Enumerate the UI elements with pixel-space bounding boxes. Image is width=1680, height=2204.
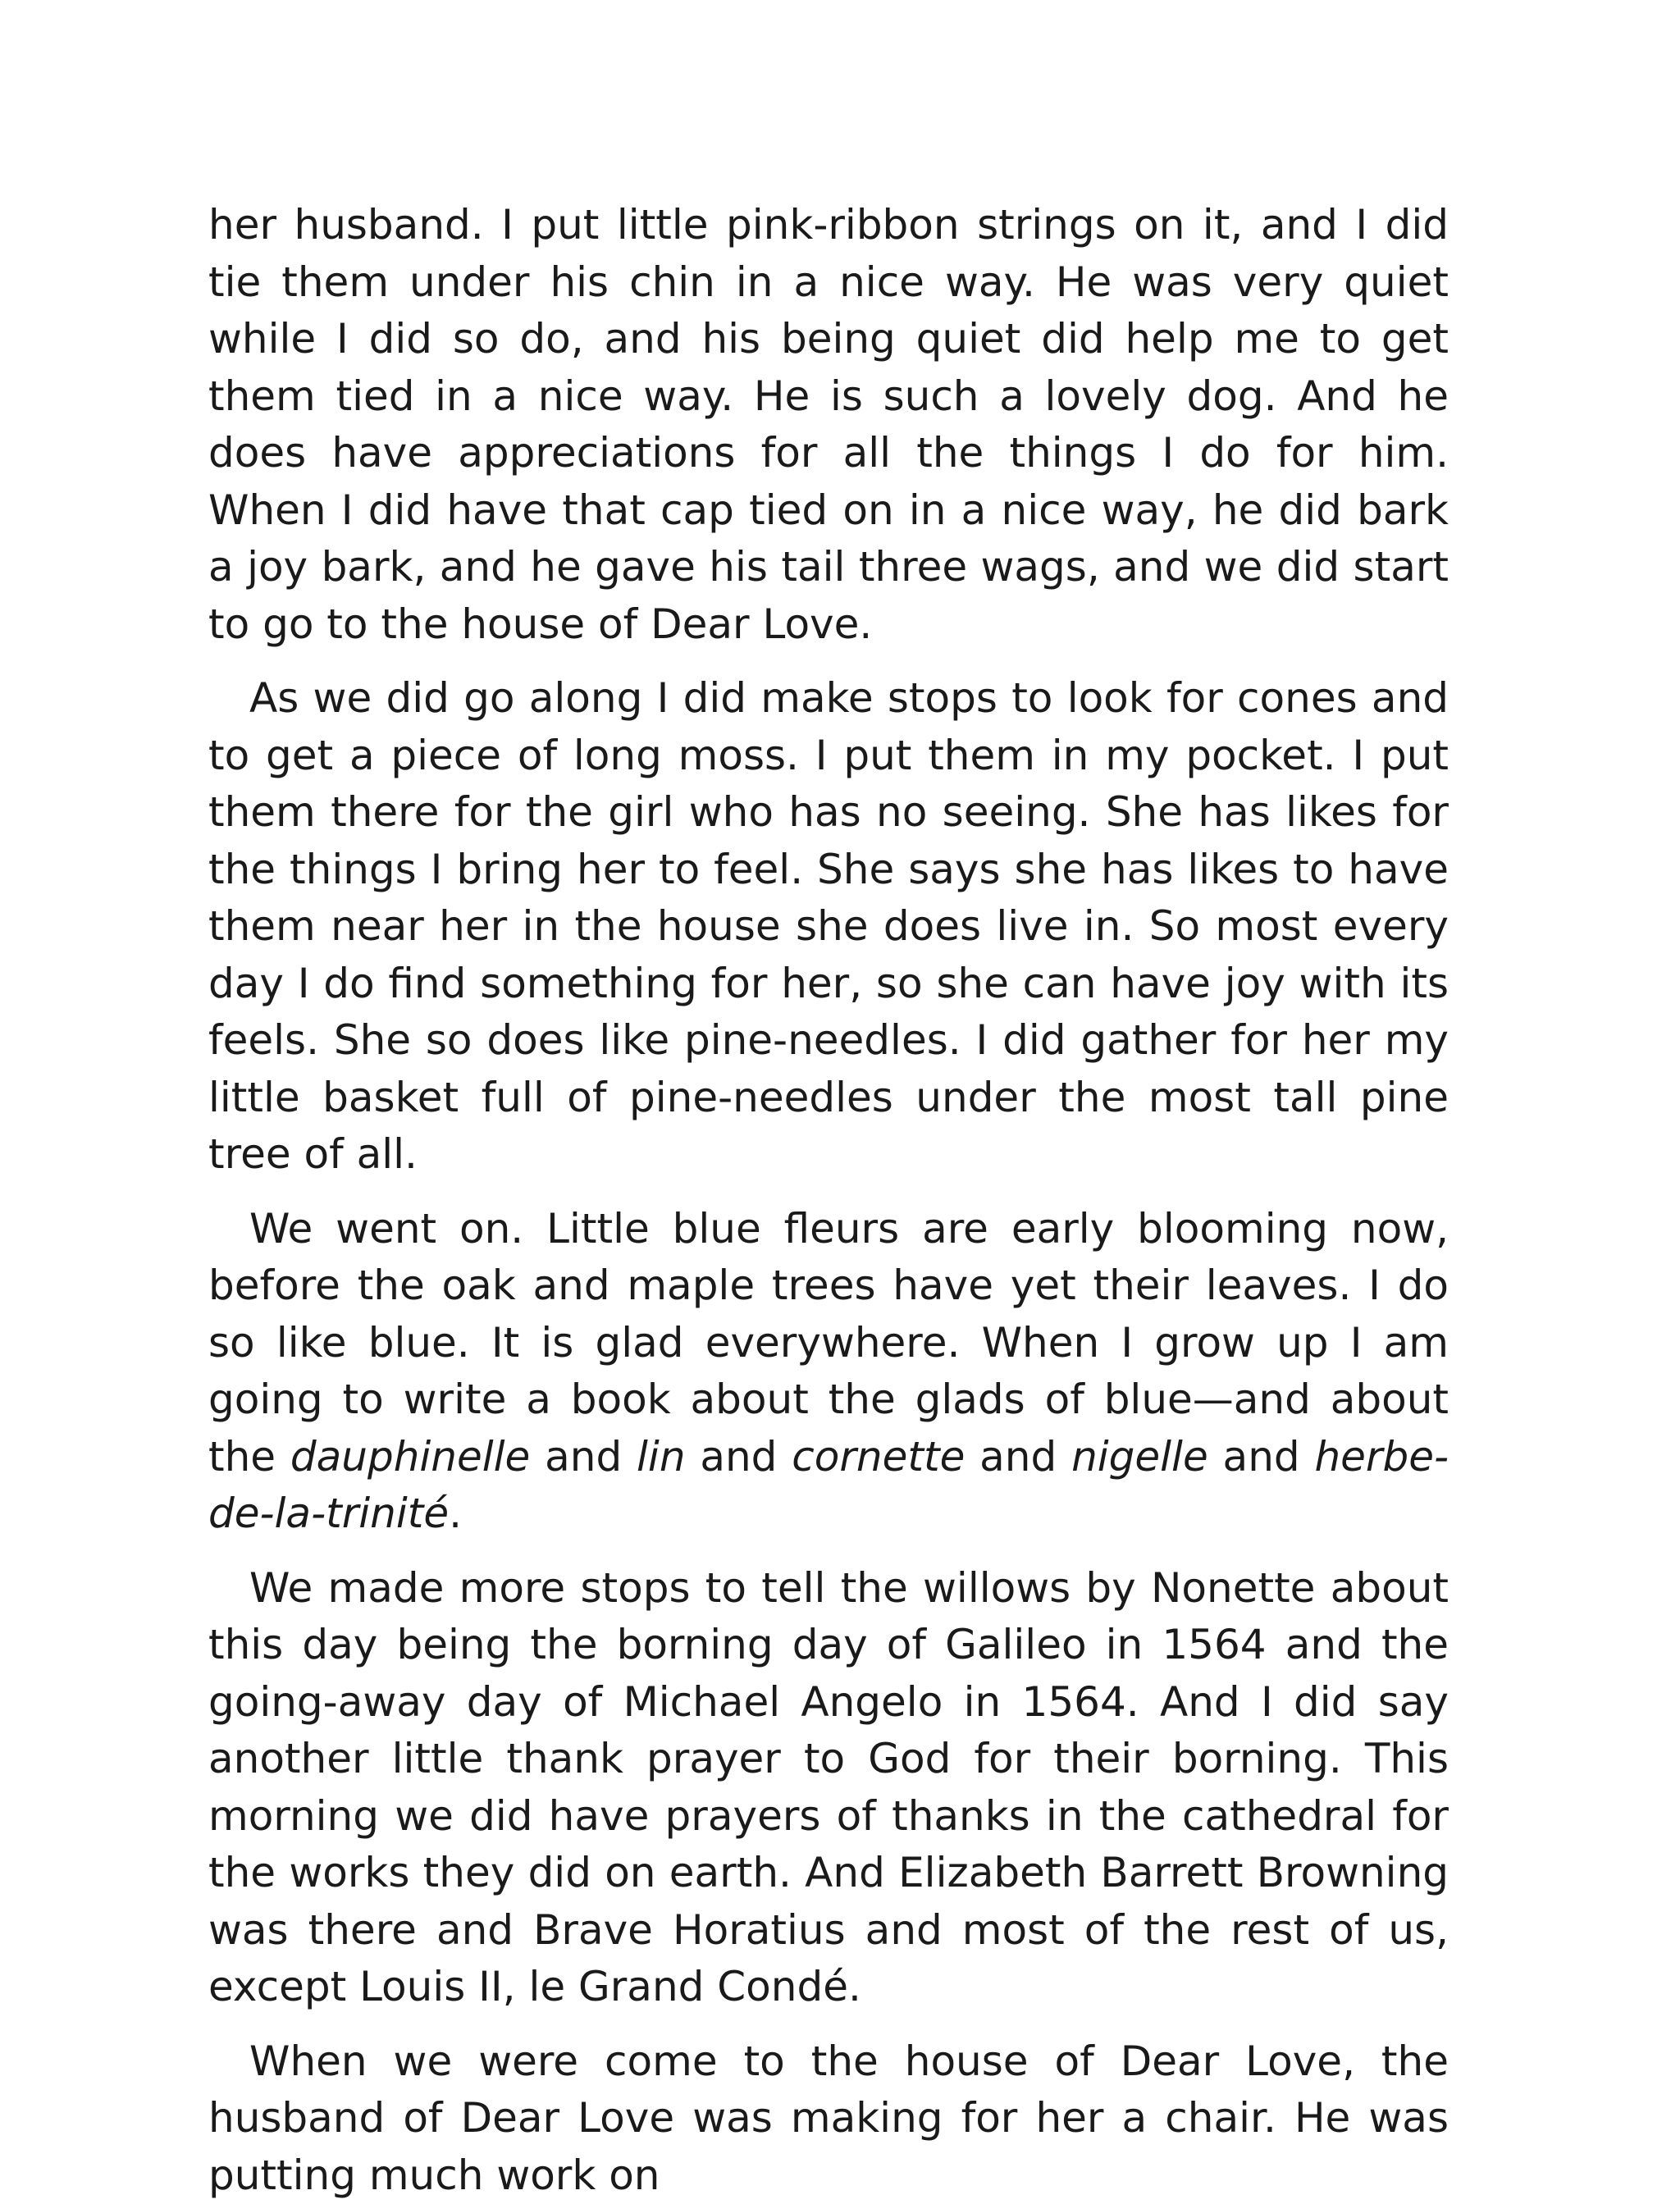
paragraph-text: and [1208, 1433, 1315, 1481]
paragraph-5 [208, 2033, 1449, 2204]
italic-term-dauphinelle: dauphinelle [290, 1433, 530, 1481]
paragraph-text: We went on. Little blue fleurs are early blooming now, before the oak and maple trees have yet their leaves. I do so like blue. It is glad everywhere. When I grow up I am going to write a book about the glads of blue—and about the [208, 1205, 1449, 1481]
paragraph-4 [208, 1560, 1449, 2016]
paragraph-text: and [965, 1433, 1071, 1481]
italic-term-cornette: cornette [792, 1433, 965, 1481]
paragraph-3 [208, 1201, 1449, 1543]
paragraph-1 [208, 197, 1449, 653]
paragraph-text: When we were come to the house of Dear Love, the husband of Dear Love was making for her a chair. He was putting much work on [208, 2037, 1449, 2199]
italic-term-lin: lin [637, 1433, 685, 1481]
paragraph-text: . [449, 1490, 462, 1537]
paragraph-2 [208, 670, 1449, 1184]
paragraph-text: and [686, 1433, 792, 1481]
italic-term-nigelle: nigelle [1071, 1433, 1208, 1481]
paragraph-text: As we did go along I did make stops to look for cones and to get a piece of long moss. I put them in my pocket. I put them there for the girl who has no seeing. She has likes for the things I bring her to feel. She says she has likes to have them near her in the house she does live in. So most every day I do find something for her, so she can have joy with its feels. She so does like pine-needles. I did gather for her my little basket full of pine-needles under the most tall pine tree of all. [208, 674, 1449, 1178]
paragraph-text: her husband. I put little pink-ribbon strings on it, and I did tie them under his chin in a nice way. He was very quiet while I did so do, and his being quiet did help me to get them tied in a nice way. He is such a lovely dog. And he does have appreciations for all the things I do for him. When I did have that cap tied on in a nice way, he did bark a joy bark, and he gave his tail three wags, and we did start to go to the house of Dear Love. [208, 201, 1449, 648]
book-page [208, 197, 1449, 2204]
paragraph-text: We made more stops to tell the willows by Nonette about this day being the borning day of Galileo in 1564 and the going-away day of Michael Angelo in 1564. And I did say another little thank prayer to God for their borning. This morning we did have prayers of thanks in the cathedral for the works they did on earth. And Elizabeth Barrett Browning was there and Brave Horatius and most of the rest of us, except Louis II, le Grand Condé. [208, 1564, 1449, 2011]
italic-term-herbe-de-la-trinite: herbe-de-la-trinité [208, 1433, 1449, 1538]
paragraph-text: and [530, 1433, 637, 1481]
